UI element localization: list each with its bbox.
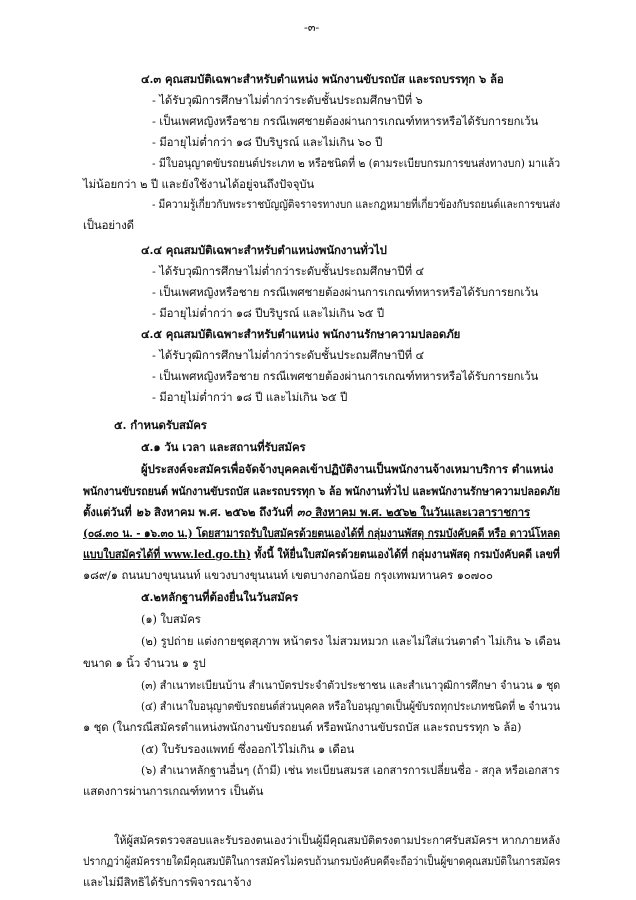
application-paragraph-line: พนักงานขับรถยนต์ พนักงานขับรถบัส และรถบรรทุก ๖ ล้อ พนักงานทั่วไป และพนักงานรักษาความปลอดภัย bbox=[83, 484, 561, 498]
section-4-4-item: - ได้รับวุฒิการศึกษาไม่ต่ำกว่าระดับชั้นประถมศึกษาปีที่ ๔ bbox=[152, 264, 425, 278]
section-4-3-item: - เป็นเพศหญิงหรือชาย กรณีเพศชายต้องผ่านการเกณฑ์ทหารหรือได้รับการยกเว้น bbox=[152, 114, 539, 128]
closing-note-line: ปรากฏว่าผู้สมัครรายใดมีคุณสมบัติในการสมัครไม่ครบถ้วนกรมบังคับคดีจะถือว่าเป็นผู้ขาดคุณสมบัติในการสมัคร bbox=[83, 854, 561, 868]
section-5-2-heading: ๕.๒หลักฐานที่ต้องยื่นในวันสมัคร bbox=[141, 590, 299, 604]
handwritten-start-day: ๒๖ bbox=[135, 505, 151, 519]
handwritten-end-day: ๓๐ bbox=[296, 505, 312, 519]
section-4-5-item: - เป็นเพศหญิงหรือชาย กรณีเพศชายต้องผ่านการเกณฑ์ทหารหรือได้รับการยกเว้น bbox=[152, 369, 539, 383]
section-4-5-heading: ๔.๕ คุณสมบัติเฉพาะสำหรับตำแหน่ง พนักงานรักษาความปลอดภัย bbox=[141, 327, 461, 341]
document-item: (๒) รูปถ่าย แต่งกายชุดสุภาพ หน้าตรง ไม่สวมหมวก และไม่ใส่แว่นตาดำ ไม่เกิน ๖ เดือน bbox=[141, 634, 561, 648]
document-item-cont: แสดงการผ่านการเกณฑ์ทหาร เป็นต้น bbox=[83, 784, 264, 798]
section-4-3-item-cont: เป็นอย่างดี bbox=[83, 218, 134, 232]
section-4-3-item: - ได้รับวุฒิการศึกษาไม่ต่ำกว่าระดับชั้นประถมศึกษาปีที่ ๖ bbox=[152, 93, 423, 107]
section-4-3-heading: ๔.๓ คุณสมบัติเฉพาะสำหรับตำแหน่ง พนักงานขับรถบัส และรถบรรทุก ๖ ล้อ bbox=[141, 72, 504, 86]
section-4-3-item: - มีใบอนุญาตขับรถยนต์ประเภท ๒ หรือชนิดที่ ๒ (ตามระเบียบกรมการขนส่งทางบก) มาแล้ว bbox=[152, 156, 561, 170]
document-item: (๔) สำเนาใบอนุญาตขับรถยนต์ส่วนบุคคล หรือใบอนุญาตเป็นผู้ขับรถทุกประเภทชนิดที่ ๒ จำนวน bbox=[141, 699, 560, 713]
document-item-cont: ๑ ชุด (ในกรณีสมัครตำแหน่งพนักงานขับรถยนต์ หรือพนักงานขับรถบัส และรถบรรทุก ๖ ล้อ) bbox=[83, 720, 522, 734]
application-paragraph-line bbox=[83, 547, 560, 562]
section-4-4-item: - เป็นเพศหญิงหรือชาย กรณีเพศชายต้องผ่านการเกณฑ์ทหารหรือได้รับการยกเว้น bbox=[152, 285, 539, 299]
application-paragraph-line: (๐๘.๓๐ น. - ๑๖.๓๐ น.) โดยสามารถรับใบสมัครด้วยตนเองได้ที่ กลุ่มงานพัสดุ กรมบังคับคดี หรือ ดาวน์โหลด bbox=[83, 526, 560, 540]
section-4-4-item: - มีอายุไม่ต่ำกว่า ๑๘ ปีบริบูรณ์ และไม่เกิน ๖๕ ปี bbox=[152, 306, 384, 320]
application-dates-line bbox=[83, 505, 530, 520]
address-line: ๑๘๙/๑ ถนนบางขุนนนท์ แขวงบางขุนนนท์ เขตบางกอกน้อย กรุงเทพมหานคร ๑๐๗๐๐ bbox=[83, 568, 493, 582]
section-4-4-heading: ๔.๔ คุณสมบัติเฉพาะสำหรับตำแหน่งพนักงานทั่วไป bbox=[141, 243, 387, 257]
application-paragraph-line: ผู้ประสงค์จะสมัครเพื่อจัดจ้างบุคคลเข้าปฏิบัติงานเป็นพนักงานจ้างเหมาบริการ ตำแหน่ง bbox=[141, 462, 554, 476]
closing-note-line: และไม่มีสิทธิได้รับการพิจารณาจ้าง bbox=[83, 875, 252, 889]
section-4-3-item: - มีความรู้เกี่ยวกับพระราชบัญญัติจราจรทางบก และกฎหมายที่เกี่ยวข้องกับรถยนต์และการขนส่ง bbox=[152, 197, 561, 211]
section-4-3-item: - มีอายุไม่ต่ำกว่า ๑๘ ปีบริบูรณ์ และไม่เกิน ๖๐ ปี bbox=[152, 135, 383, 149]
closing-note-line: ให้ผู้สมัครตรวจสอบและรับรองตนเองว่าเป็นผู้มีคุณสมบัติตรงตามประกาศรับสมัครฯ หากภายหลัง bbox=[114, 833, 561, 847]
document-item: (๖) สำเนาหลักฐานอื่นๆ (ถ้ามี) เช่น ทะเบียนสมรส เอกสารการเปลี่ยนชื่อ - สกุล หรือเอกสาร bbox=[141, 763, 560, 777]
dates-suffix: สิงหาคม พ.ศ. ๒๕๖๒ ในวันและเวลาราชการ bbox=[311, 505, 531, 519]
section-4-5-item: - มีอายุไม่ต่ำกว่า ๑๘ ปี และไม่เกิน ๖๕ ปี bbox=[152, 390, 348, 404]
dates-middle: สิงหาคม พ.ศ. ๒๕๖๒ ถึงวันที่ bbox=[150, 505, 297, 519]
dates-prefix: ตั้งแต่วันที่ bbox=[83, 505, 136, 519]
section-4-5-item: - ได้รับวุฒิการศึกษาไม่ต่ำกว่าระดับชั้นประถมศึกษาปีที่ ๔ bbox=[152, 348, 425, 362]
submission-text: ทั้งนี้ ให้ยื่นใบสมัครด้วยตนเองได้ที่ กลุ่มงานพัสดุ กรมบังคับคดี เลขที่ bbox=[250, 547, 560, 561]
section-4-3-item-cont: ไม่น้อยกว่า ๒ ปี และยังใช้งานได้อยู่จนถึงปัจจุบัน bbox=[83, 177, 315, 191]
document-item: (๑) ใบสมัคร bbox=[141, 612, 201, 626]
download-website-text: แบบใบสมัครได้ที่ www.led.go.th) bbox=[83, 547, 251, 561]
document-item-cont: ขนาด ๑ นิ้ว จำนวน ๑ รูป bbox=[83, 656, 206, 670]
document-item: (๕) ใบรับรองแพทย์ ซึ่งออกไว้ไม่เกิน ๑ เดือน bbox=[141, 742, 355, 756]
document-item: (๓) สำเนาทะเบียนบ้าน สำเนาบัตรประจำตัวประชาชน และสำเนาวุฒิการศึกษา จำนวน ๑ ชุด bbox=[141, 678, 561, 692]
section-5-1-heading: ๕.๑ วัน เวลา และสถานที่รับสมัคร bbox=[141, 440, 306, 454]
page-number: -๓- bbox=[304, 20, 320, 34]
section-5-heading: ๕. กำหนดรับสมัคร bbox=[114, 418, 207, 432]
